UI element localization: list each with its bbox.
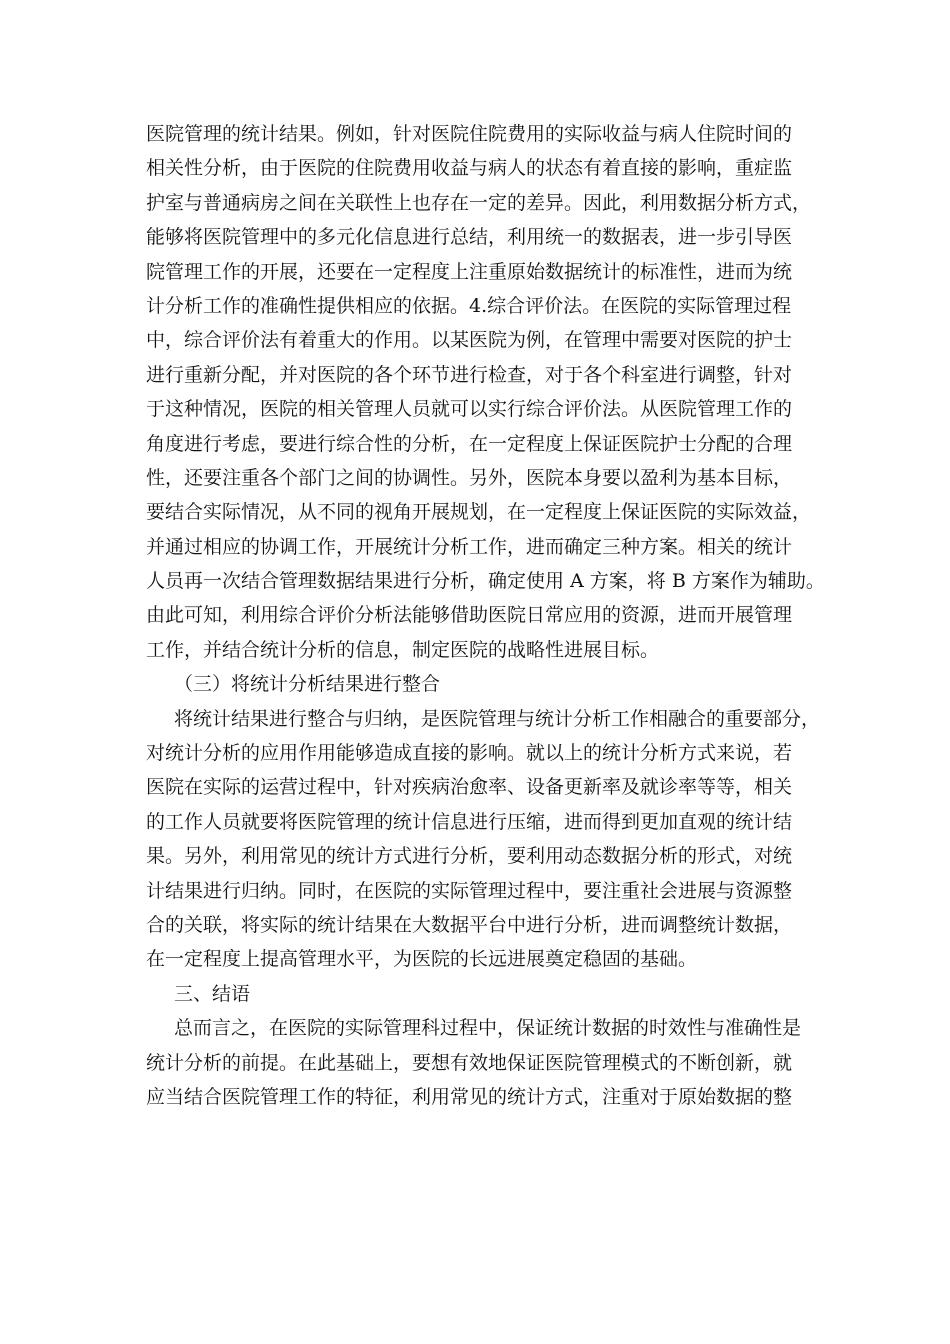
document-body-text [146, 117, 825, 1114]
text-line: 由此可知，利用综合评价分析法能够借助医院日常应用的资源，进而开展管理 [146, 604, 793, 627]
text-line: 在一定程度上提高管理水平，为医院的长远进展奠定稳固的基础。 [146, 948, 698, 971]
paragraph-first-line: 总而言之，在医院的实际管理科过程中，保证统计数据的时效性与准确性是 [174, 1017, 802, 1040]
text-line: 应当结合医院管理工作的特征，利用常见的统计方式，注重对于原始数据的整 [146, 1085, 793, 1108]
paragraph-first-line: 将统计结果进行整合与归纳，是医院管理与统计分析工作相融合的重要部分， [174, 707, 821, 730]
text-line: 相关性分析，由于医院的住院费用收益与病人的状态有着直接的影响，重症监 [146, 157, 793, 180]
text-line: 果。另外，利用常见的统计方式进行分析，要利用动态数据分析的形式，对统 [146, 845, 793, 868]
text-line: 合的关联，将实际的统计结果在大数据平台中进行分析，进而调整统计数据， [146, 913, 793, 936]
text-line: 统计分析的前提。在此基础上，要想有效地保证医院管理模式的不断创新，就 [146, 1051, 793, 1074]
text-line: 人员再一次结合管理数据结果进行分析，确定使用 A 方案，将 B 方案作为辅助。 [146, 570, 825, 593]
text-line: 角度进行考虑，要进行综合性的分析，在一定程度上保证医院护士分配的合理 [146, 432, 793, 455]
text-line: 的工作人员就要将医院管理的统计信息进行压缩，进而得到更加直观的统计结 [146, 810, 793, 833]
text-line: 计分析工作的准确性提供相应的依据。4.综合评价法。在医院的实际管理过程 [146, 294, 792, 317]
text-line: 护室与普通病房之间在关联性上也存在一定的差异。因此，利用数据分析方式， [146, 191, 812, 214]
text-line: 中，综合评价法有着重大的作用。以某医院为例，在管理中需要对医院的护士 [146, 329, 793, 352]
text-line: 要结合实际情况，从不同的视角开展规划，在一定程度上保证医院的实际效益， [146, 501, 812, 524]
text-line: 于这种情况，医院的相关管理人员就可以实行综合评价法。从医院管理工作的 [146, 398, 793, 421]
text-line: 能够将医院管理中的多元化信息进行总结，利用统一的数据表，进一步引导医 [146, 226, 793, 249]
text-line: 进行重新分配，并对医院的各个环节进行检查，对于各个科室进行调整，针对 [146, 363, 793, 386]
text-line: 工作，并结合统计分析的信息，制定医院的战略性进展目标。 [146, 638, 660, 661]
text-line: 医院在实际的运营过程中，针对疾病治愈率、设备更新率及就诊率等等，相关 [146, 776, 793, 799]
text-line: 医院管理的统计结果。例如，针对医院住院费用的实际收益与病人住院时间的 [146, 123, 793, 145]
text-line: 并通过相应的协调工作，开展统计分析工作，进而确定三种方案。相关的统计 [146, 535, 793, 558]
text-line: 对统计分析的应用作用能够造成直接的影响。就以上的统计分析方式来说，若 [146, 742, 793, 765]
text-line: 计结果进行归纳。同时，在医院的实际管理过程中，要注重社会进展与资源整 [146, 879, 793, 902]
text-line: 院管理工作的开展，还要在一定程度上注重原始数据统计的标准性，进而为统 [146, 260, 793, 283]
text-line: 性，还要注重各个部门之间的协调性。另外，医院本身要以盈利为基本目标， [146, 466, 793, 489]
paragraph-first-line: （三）将统计分析结果进行整合 [174, 673, 441, 696]
paragraph-first-line: 三、结语 [174, 982, 251, 1005]
